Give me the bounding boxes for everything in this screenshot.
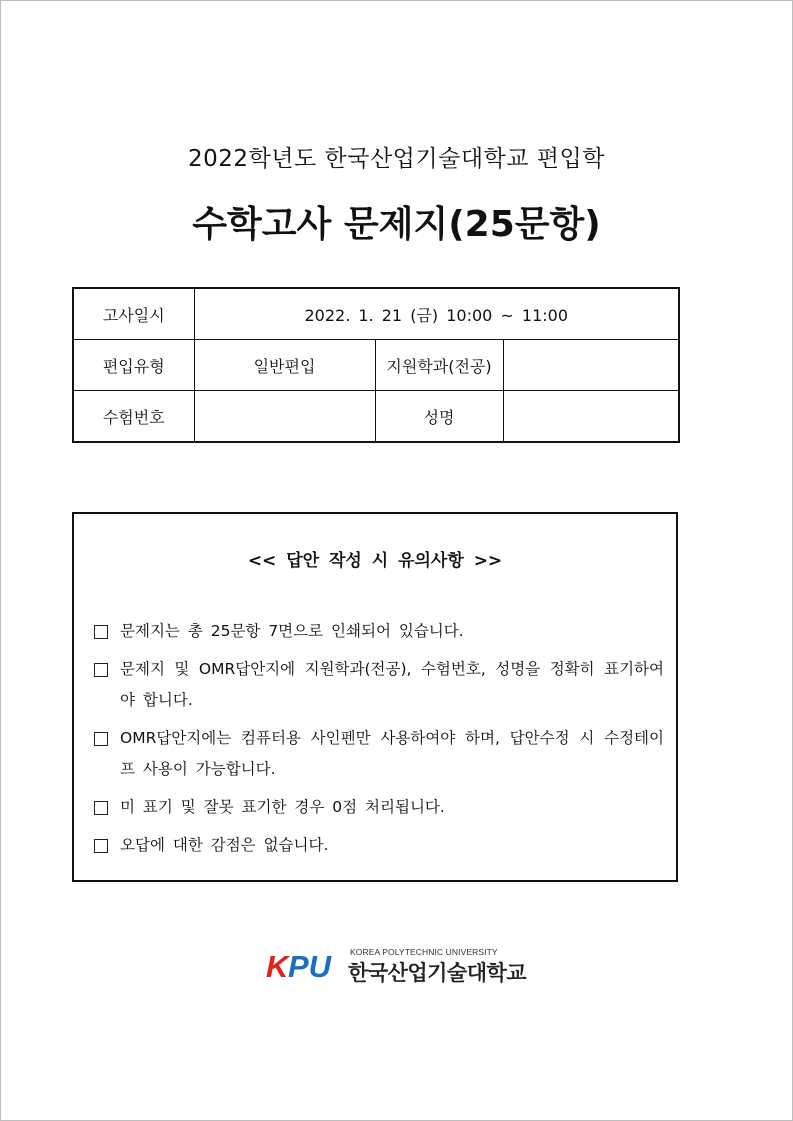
exam-number-row	[73, 391, 679, 443]
notice-item-text: 오답에 대한 감점은 없습니다.	[120, 836, 329, 854]
notice-title: << 답안 작성 시 유의사항 >>	[247, 551, 503, 571]
kpu-logo-k: K	[266, 950, 289, 982]
kpu-logo-pu: PU	[288, 950, 332, 982]
notice-list	[94, 616, 664, 868]
name-label: 성명	[375, 391, 503, 443]
transfer-type-row	[73, 340, 679, 391]
notice-item-text: 문제지 및 OMR답안지에 지원학과(전공), 수험번호, 성명을 정확히 표기하여야 합니다.	[120, 660, 664, 709]
checkbox-square-icon	[94, 732, 108, 746]
checkbox-square-icon	[94, 663, 108, 677]
transfer-type-value: 일반편입	[194, 340, 375, 391]
notice-item	[94, 723, 664, 785]
exam-subtitle: 2022학년도 한국산업기술대학교 편입학	[188, 146, 605, 172]
university-korean-name: 한국산업기술대학교	[348, 961, 527, 985]
exam-number-field[interactable]	[194, 391, 375, 443]
checkbox-square-icon	[94, 801, 108, 815]
notice-box	[72, 512, 678, 882]
name-field[interactable]	[503, 391, 679, 443]
exam-info-table	[72, 287, 680, 443]
exam-date-value: 2022. 1. 21 (금) 10:00 ~ 11:00	[194, 288, 679, 340]
notice-item-text: OMR답안지에는 컴퓨터용 사인펜만 사용하여야 하며, 답안수정 시 수정테이프 사용이 가능합니다.	[120, 729, 664, 778]
notice-item-text: 문제지는 총 25문항 7면으로 인쇄되어 있습니다.	[120, 622, 464, 640]
kpu-logo-mark-icon	[266, 950, 346, 982]
exam-date-row	[73, 288, 679, 340]
checkbox-square-icon	[94, 625, 108, 639]
exam-date-label: 고사일시	[73, 288, 194, 340]
exam-number-label: 수험번호	[73, 391, 194, 443]
notice-item-text: 미 표기 및 잘못 표기한 경우 0점 처리됩니다.	[120, 798, 445, 816]
notice-item	[94, 616, 664, 647]
transfer-type-label: 편입유형	[73, 340, 194, 391]
notice-item	[94, 792, 664, 823]
exam-title: 수학고사 문제지(25문항)	[192, 204, 601, 245]
department-field[interactable]	[503, 340, 679, 391]
university-logo	[266, 946, 536, 986]
checkbox-square-icon	[94, 839, 108, 853]
university-english-name: KOREA POLYTECHNIC UNIVERSITY	[350, 947, 498, 957]
notice-item	[94, 830, 664, 861]
notice-item	[94, 654, 664, 716]
department-label: 지원학과(전공)	[375, 340, 503, 391]
